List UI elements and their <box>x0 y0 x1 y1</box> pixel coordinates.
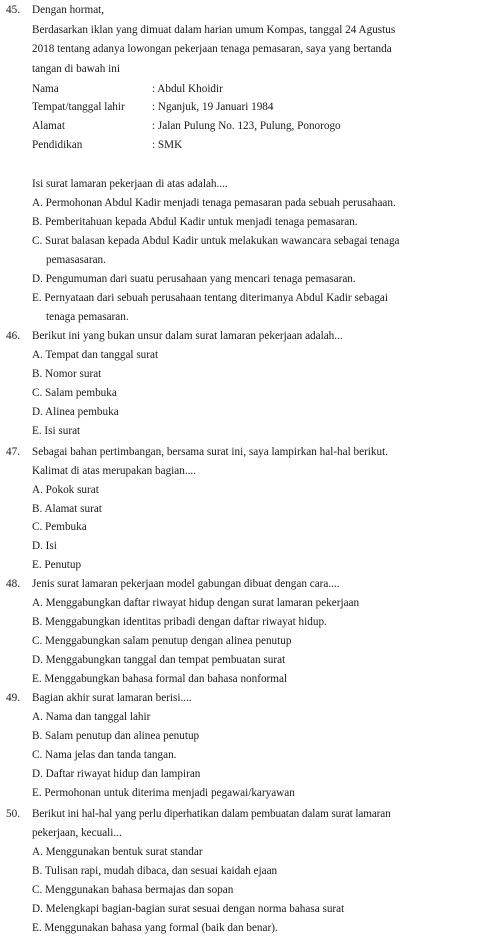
answer-option: C. Pembuka <box>32 521 87 533</box>
question-number: 48. <box>6 578 20 590</box>
question-text: Berikut ini yang bukan unsur dalam surat lamaran pekerjaan adalah... <box>32 330 343 342</box>
question-number: 50. <box>6 808 20 820</box>
answer-option: D. Menggabungkan tanggal dan tempat pembuatan surat <box>32 654 286 666</box>
answer-option: A. Menggunakan bentuk surat standar <box>32 846 203 858</box>
answer-option: B. Nomor surat <box>32 368 102 380</box>
answer-option: D. Pengumuman dari suatu perusahaan yang mencari tenaga pemasaran. <box>32 273 356 285</box>
answer-option: A. Permohonan Abdul Kadir menjadi tenaga pemasaran pada sebuah perusahaan. <box>32 197 396 209</box>
answer-option: B. Salam penutup dan alinea penutup <box>32 730 200 742</box>
answer-option: A. Pokok surat <box>32 484 99 496</box>
field-label: Alamat <box>32 120 65 132</box>
field-label: Tempat/tanggal lahir <box>32 101 125 113</box>
letter-paragraph-line: tangan di bawah ini <box>32 63 120 75</box>
answer-option: A. Menggabungkan daftar riwayat hidup dengan surat lamaran pekerjaan <box>32 597 360 609</box>
question-text: Isi surat lamaran pekerjaan di atas adalah.... <box>32 178 228 190</box>
answer-option: A. Nama dan tanggal lahir <box>32 711 151 723</box>
field-value: : Jalan Pulung No. 123, Pulung, Ponorogo <box>152 120 341 132</box>
field-value: : SMK <box>152 139 183 151</box>
answer-option: B. Menggabungkan identitas pribadi dengan daftar riwayat hidup. <box>32 616 327 628</box>
question-text: Jenis surat lamaran pekerjaan model gabungan dibuat dengan cara.... <box>32 578 340 590</box>
letter-paragraph-line: Berdasarkan iklan yang dimuat dalam harian umum Kompas, tanggal 24 Agustus <box>32 24 396 36</box>
question-number: 46. <box>6 330 20 342</box>
question-text: Sebagai bahan pertimbangan, bersama surat ini, saya lampirkan hal-hal berikut. <box>32 446 389 458</box>
answer-option: E. Isi surat <box>32 425 81 437</box>
answer-option: E. Menggabungkan bahasa formal dan bahasa nonformal <box>32 673 288 685</box>
answer-option: B. Tulisan rapi, mudah dibaca, dan sesuai kaidah ejaan <box>32 865 278 877</box>
answer-option: B. Pemberitahuan kepada Abdul Kadir untuk menjadi tenaga pemasaran. <box>32 216 358 228</box>
question-number: 49. <box>6 692 20 704</box>
answer-option: C. Nama jelas dan tanda tangan. <box>32 749 177 761</box>
answer-option: D. Daftar riwayat hidup dan lampiran <box>32 768 201 780</box>
question-number: 45. <box>6 4 20 16</box>
question-text: Kalimat di atas merupakan bagian.... <box>32 465 197 477</box>
answer-option: B. Alamat surat <box>32 503 102 515</box>
letter-paragraph-line: 2018 tentang adanya lowongan pekerjaan tenaga pemasaran, saya yang bertanda <box>32 43 392 55</box>
answer-option: C. Salam pembuka <box>32 387 117 399</box>
answer-option: C. Surat balasan kepada Abdul Kadir untuk melakukan wawancara sebagai tenaga <box>32 235 400 247</box>
answer-option-continuation: pemasasaran. <box>46 254 106 266</box>
field-label: Nama <box>32 83 59 95</box>
answer-option: C. Menggabungkan salam penutup dengan alinea penutup <box>32 635 292 647</box>
answer-option: E. Permohonan untuk diterima menjadi pegawai/karyawan <box>32 787 295 799</box>
question-text: Bagian akhir surat lamaran berisi.... <box>32 692 192 704</box>
question-number: 47. <box>6 446 20 458</box>
question-text: pekerjaan, kecuali... <box>32 827 122 839</box>
answer-option: E. Menggunakan bahasa yang formal (baik dan benar). <box>32 922 278 934</box>
answer-option: D. Isi <box>32 540 57 552</box>
field-label: Pendidikan <box>32 139 83 151</box>
answer-option-continuation: tenaga pemasaran. <box>46 311 129 323</box>
answer-option: E. Penutup <box>32 559 82 571</box>
answer-option: C. Menggunakan bahasa bermajas dan sopan <box>32 884 234 896</box>
question-text: Berikut ini hal-hal yang perlu diperhatikan dalam pembuatan dalam surat lamaran <box>32 808 391 820</box>
answer-option: D. Melengkapi bagian-bagian surat sesuai dengan norma bahasa surat <box>32 903 345 915</box>
field-value: : Abdul Khoidir <box>152 83 223 95</box>
answer-option: D. Alinea pembuka <box>32 406 119 418</box>
answer-option: E. Pernyataan dari sebuah perusahaan tentang diterimanya Abdul Kadir sebagai <box>32 292 389 304</box>
field-value: : Nganjuk, 19 Januari 1984 <box>152 101 274 113</box>
letter-greeting: Dengan hormat, <box>32 4 105 16</box>
answer-option: A. Tempat dan tanggal surat <box>32 349 159 361</box>
